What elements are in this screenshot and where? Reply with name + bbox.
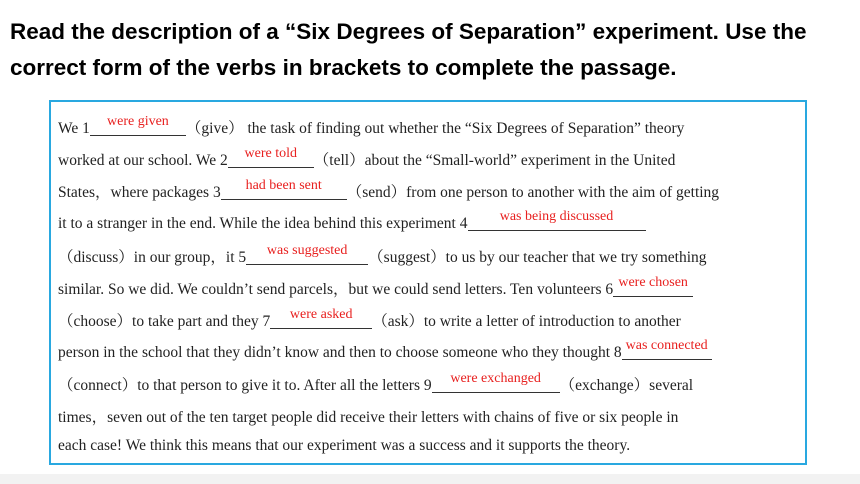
line-text: times，seven out of the ten target people did receive their letters with chains of five or six people in	[58, 409, 679, 426]
line-text: （send）from one person to another with the aim of getting	[346, 184, 720, 201]
passage-box	[49, 100, 807, 465]
passage-line-5	[58, 245, 707, 267]
line-text: each case! We think this means that our experiment was a success and it supports the theory.	[58, 437, 631, 454]
line-text: similar. So we did. We couldn’t send parcels，but we could send letters. Ten volunteers 6	[58, 281, 614, 298]
line-text: worked at our school. We 2	[58, 152, 228, 169]
answer-4: was being discussed	[499, 209, 614, 224]
answer-blank-7[interactable]	[270, 307, 372, 329]
line-text: it to a stranger in the end. While the idea behind this experiment 4	[58, 215, 468, 232]
line-text: （suggest）to us by our teacher that we try something	[368, 249, 707, 266]
line-text: （ask）to write a letter of introduction to another	[372, 313, 681, 330]
passage-line-4	[58, 209, 646, 233]
answer-7: were asked	[289, 307, 353, 322]
line-text: （choose）to take part and they 7	[58, 313, 271, 330]
answer-blank-4[interactable]	[468, 209, 646, 231]
line-text: （exchange）several	[559, 377, 694, 394]
answer-5: was suggested	[266, 243, 348, 258]
line-text: States，where packages 3	[58, 184, 221, 201]
passage-line-3	[58, 180, 719, 202]
line-text: （tell）about the “Small-world” experiment in the United	[313, 152, 676, 169]
answer-blank-2[interactable]	[228, 146, 314, 168]
passage-line-9	[58, 373, 693, 395]
answer-blank-1[interactable]	[90, 114, 186, 136]
line-text: （connect）to that person to give it to. After all the letters 9	[58, 377, 432, 394]
answer-blank-3[interactable]	[221, 178, 347, 200]
passage-line-6	[58, 277, 693, 299]
answer-8: was connected	[625, 338, 708, 353]
line-text: （give） the task of finding out whether the “Six Degrees of Separation” theory	[185, 120, 685, 137]
answer-6: were chosen	[618, 275, 688, 290]
bottom-strip	[0, 474, 860, 484]
line-text: （discuss）in our group，it 5	[58, 249, 247, 266]
passage-line-1	[58, 116, 684, 138]
answer-9: were exchanged	[450, 371, 541, 386]
line-text: We 1	[58, 120, 90, 137]
answer-blank-6[interactable]	[613, 275, 693, 297]
answer-blank-5[interactable]	[246, 243, 368, 265]
passage-line-10	[58, 405, 678, 427]
answer-2: were told	[244, 146, 298, 161]
passage-line-11	[58, 437, 630, 455]
passage-line-7	[58, 309, 681, 331]
instruction-title: Read the description of a “Six Degrees of Separation” experiment. Use the correct form of the verbs in brackets to complete the passage.	[10, 19, 807, 80]
passage-line-8	[58, 338, 712, 362]
line-text: person in the school that they didn’t know and then to choose someone who they thought 8	[58, 344, 622, 361]
answer-1: were given	[107, 114, 169, 129]
answer-blank-9[interactable]	[432, 371, 560, 393]
answer-blank-8[interactable]	[622, 338, 712, 360]
answer-3: had been sent	[245, 178, 322, 193]
passage-line-2	[58, 148, 675, 170]
